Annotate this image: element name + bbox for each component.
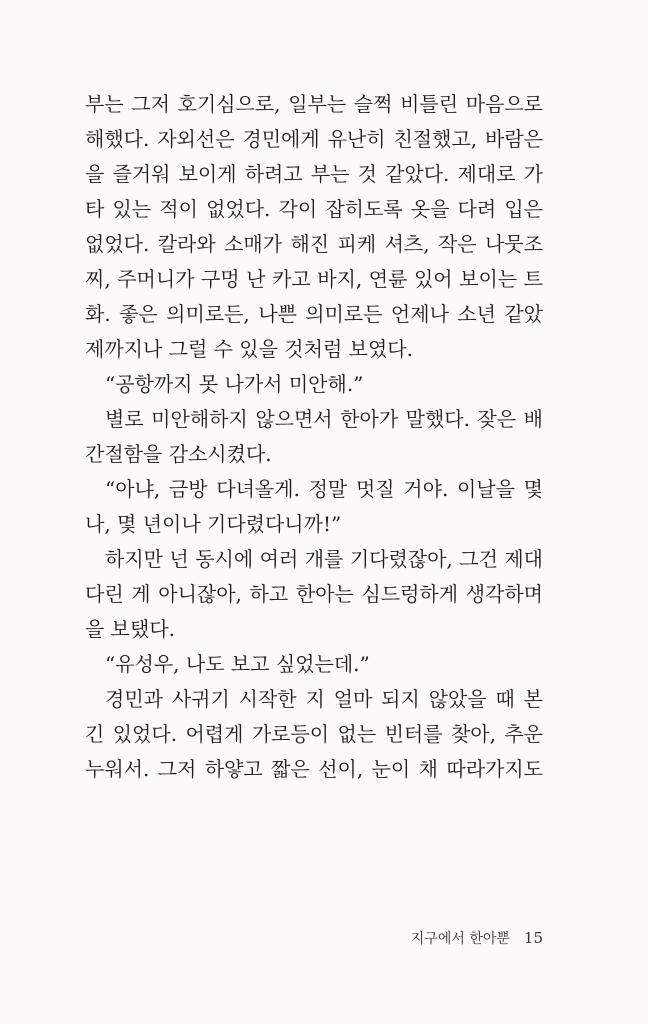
text-line: 찌, 주머니가 구멍 난 카고 바지, 연륜 있어 보이는 트	[85, 267, 543, 291]
text-line: 화. 좋은 의미로든, 나쁜 의미로든 언제나 소년 같았	[85, 302, 543, 326]
text-line: 해했다. 자외선은 경민에게 유난히 친절했고, 바람은	[85, 127, 543, 151]
text-line: 긴 있었다. 어렵게 가로등이 없는 빈터를 찾아, 추운	[85, 722, 543, 746]
page-number: 15	[523, 929, 543, 947]
text-line: 다린 게 아니잖아, 하고 한아는 심드렁하게 생각하며	[85, 582, 543, 606]
text-line: 간절함을 감소시켰다.	[85, 442, 272, 466]
page-footer	[411, 928, 543, 948]
text-line: 누워서. 그저 하얗고 짧은 선이, 눈이 채 따라가지도	[85, 757, 543, 781]
text-line: 을 보탰다.	[85, 617, 175, 641]
text-line: “아냐, 금방 다녀올게. 정말 멋질 거야. 이날을 몇	[105, 477, 543, 501]
text-line: 나, 몇 년이나 기다렸다니까!”	[85, 512, 342, 536]
text-line: 별로 미안해하지 않으면서 한아가 말했다. 잦은 배	[105, 407, 543, 431]
running-title: 지구에서 한아뿐	[410, 931, 510, 947]
text-line: “공항까지 못 나가서 미안해.”	[105, 372, 364, 396]
text-line: 제까지나 그럴 수 있을 것처럼 보였다.	[85, 337, 413, 361]
text-line: 을 즐거워 보이게 하려고 부는 것 같았다. 제대로 가	[85, 162, 543, 186]
text-line: 타 있는 적이 없었다. 각이 잡히도록 옷을 다려 입은	[85, 197, 543, 221]
body-text	[85, 87, 543, 787]
text-line: 하지만 넌 동시에 여러 개를 기다렸잖아, 그건 제대	[105, 547, 543, 571]
text-line: 부는 그저 호기심으로, 일부는 슬쩍 비틀린 마음으로	[85, 92, 543, 116]
text-line: 경민과 사귀기 시작한 지 얼마 되지 않았을 때 본	[105, 687, 543, 711]
text-line: “유성우, 나도 보고 싶었는데.”	[105, 652, 370, 676]
text-line: 없었다. 칼라와 소매가 해진 피케 셔츠, 작은 나뭇조	[85, 232, 543, 256]
